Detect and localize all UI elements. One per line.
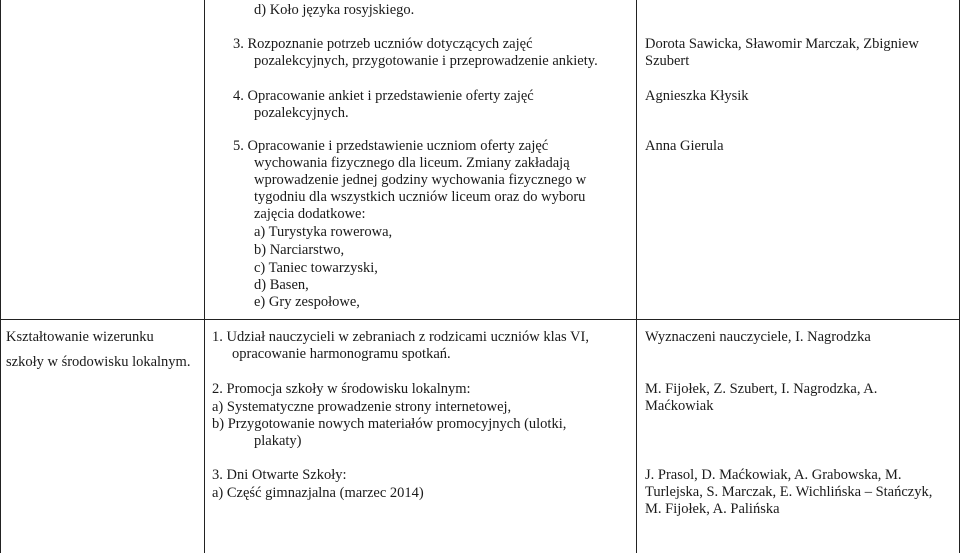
option-d-pool: d) Basen,: [254, 277, 309, 293]
task-4-line1: 4. Opracowanie ankiet i przedstawienie oferty zajęć: [233, 88, 534, 104]
task-b2-a: a) Systematyczne prowadzenie strony internetowej,: [212, 399, 512, 415]
responsible-b3-line1: J. Prasol, D. Maćkowiak, A. Grabowska, M.: [645, 467, 902, 483]
task-5-line4: tygodniu dla wszystkich uczniów liceum oraz do wyboru: [254, 189, 586, 205]
option-b-skiing: b) Narciarstwo,: [254, 242, 345, 258]
task-5-line3: wprowadzenie jednej godziny wychowania fizycznego w: [254, 172, 587, 188]
task-3-line1: 3. Rozpoznanie potrzeb uczniów dotyczących zajęć: [233, 36, 533, 52]
task-b3-title: 3. Dni Otwarte Szkoły:: [212, 467, 347, 483]
option-e-team-games: e) Gry zespołowe,: [254, 294, 360, 310]
table-divider-col1: [204, 0, 205, 553]
responsible-3-line1: Dorota Sawicka, Sławomir Marczak, Zbigniew: [645, 36, 919, 52]
responsible-b2-line2: Maćkowiak: [645, 398, 714, 414]
task-b1-line1: 1. Udział nauczycieli w zebraniach z rodzicami uczniów klas VI,: [212, 329, 589, 345]
task-d-russian-club: d) Koło języka rosyjskiego.: [254, 2, 415, 18]
responsible-b3-line3: M. Fijołek, A. Palińska: [645, 501, 780, 517]
task-b2-b-line1: b) Przygotowanie nowych materiałów promocyjnych (ulotki,: [212, 416, 567, 432]
responsible-5: Anna Gierula: [645, 138, 724, 154]
task-b2-title: 2. Promocja szkoły w środowisku lokalnym:: [212, 381, 471, 397]
area-label-line2: szkoły w środowisku lokalnym.: [6, 354, 191, 370]
task-4-line2: pozalekcyjnych.: [254, 105, 349, 121]
area-label-line1: Kształtowanie wizerunku: [6, 329, 154, 345]
task-b1-line2: opracowanie harmonogramu spotkań.: [232, 346, 451, 362]
responsible-3-line2: Szubert: [645, 53, 690, 69]
task-5-line5: zajęcia dodatkowe:: [254, 206, 366, 222]
option-a-cycling: a) Turystyka rowerowa,: [254, 224, 393, 240]
responsible-b3-line2: Turlejska, S. Marczak, E. Wichlińska – Stańczyk,: [645, 484, 933, 500]
table-divider-col2: [636, 0, 637, 553]
option-c-dance: c) Taniec towarzyski,: [254, 260, 378, 276]
responsible-b2-line1: M. Fijołek, Z. Szubert, I. Nagrodzka, A.: [645, 381, 878, 397]
task-5-line1: 5. Opracowanie i przedstawienie uczniom oferty zajęć: [233, 138, 549, 154]
responsible-b1: Wyznaczeni nauczyciele, I. Nagrodzka: [645, 329, 871, 345]
task-b3-a: a) Część gimnazjalna (marzec 2014): [212, 485, 424, 501]
task-5-line2: wychowania fizycznego dla liceum. Zmiany zakładają: [254, 155, 570, 171]
task-3-line2: pozalekcyjnych, przygotowanie i przeprowadzenie ankiety.: [254, 53, 598, 69]
table-row-divider: [0, 319, 960, 320]
responsible-4: Agnieszka Kłysik: [645, 88, 749, 104]
task-b2-b-line2: plakaty): [254, 433, 302, 449]
table-border-left: [0, 0, 1, 553]
